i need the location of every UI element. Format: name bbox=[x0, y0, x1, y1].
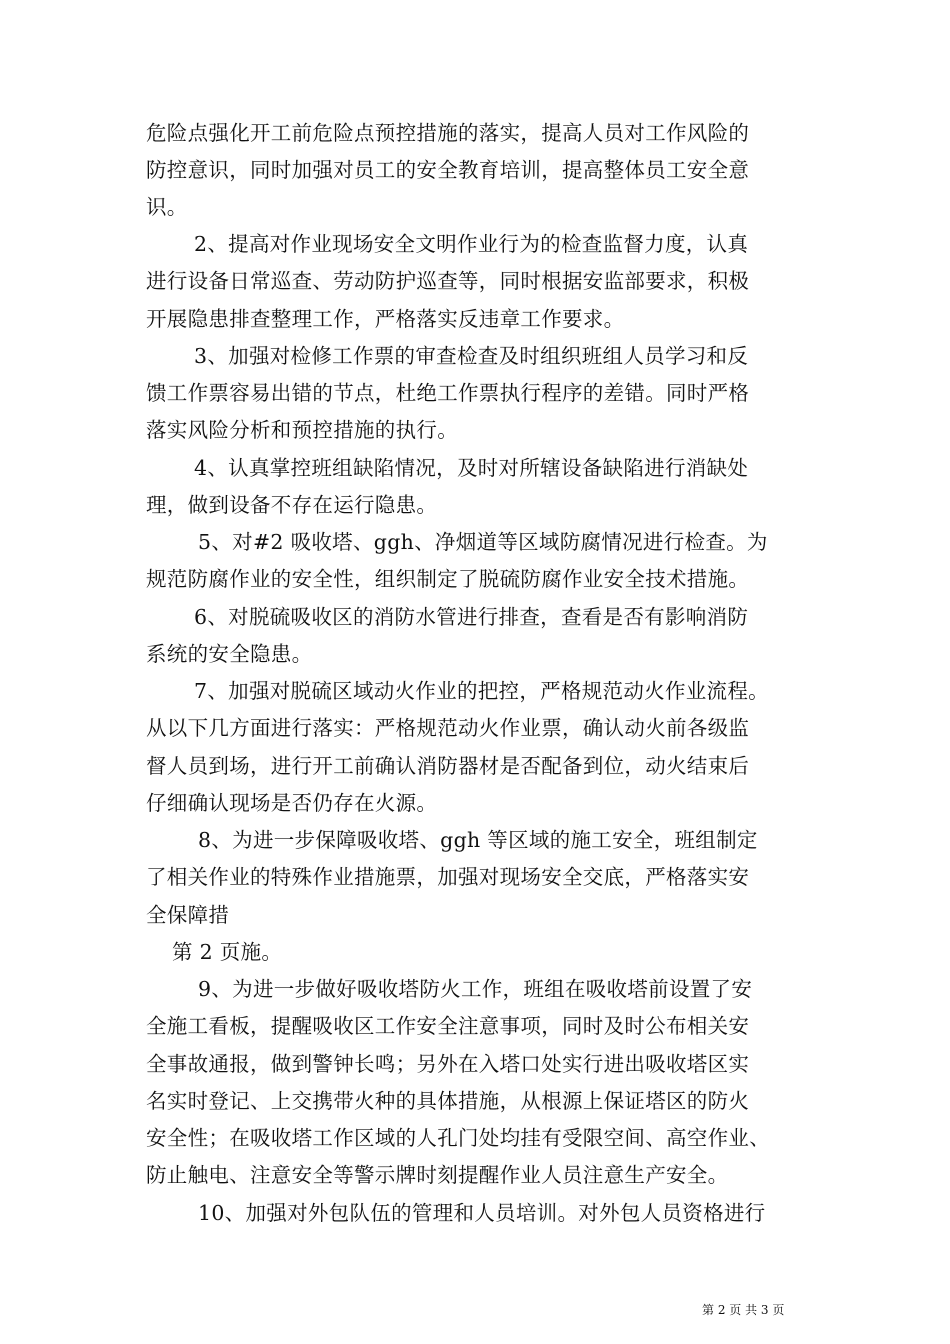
text-line-11: 理，做到设备不存在运行隐患。 bbox=[146, 493, 438, 517]
text-line-8: 馈工作票容易出错的节点，杜绝工作票执行程序的差错。同时严格 bbox=[146, 381, 750, 405]
text-line-1: 危险点强化开工前危险点预控措施的落实，提高人员对工作风险的 bbox=[146, 121, 750, 145]
text-line-13: 规范防腐作业的安全性，组织制定了脱硫防腐作业安全技术措施。 bbox=[146, 567, 750, 591]
text-line-28: 安全性；在吸收塔工作区域的人孔门处均挂有受限空间、高空作业、 bbox=[146, 1126, 770, 1150]
text-line-24: 9、为进一步做好吸收塔防火工作，班组在吸收塔前设置了安 bbox=[198, 977, 753, 1001]
text-line-12: 5、对#2 吸收塔、ggh、净烟道等区域防腐情况进行检查。为 bbox=[198, 530, 768, 554]
page-number-footer: 第 2 页 共 3 页 bbox=[702, 1303, 785, 1317]
text-line-26: 全事故通报，做到警钟长鸣；另外在入塔口处实行进出吸收塔区实 bbox=[146, 1052, 750, 1076]
text-line-19: 仔细确认现场是否仍存在火源。 bbox=[146, 791, 438, 815]
text-line-29: 防止触电、注意安全等警示牌时刻提醒作业人员注意生产安全。 bbox=[146, 1163, 729, 1187]
text-line-16: 7、加强对脱硫区域动火作业的把控，严格规范动火作业流程。 bbox=[194, 679, 769, 703]
text-line-30: 10、加强对外包队伍的管理和人员培训。对外包人员资格进行 bbox=[198, 1201, 766, 1225]
text-line-18: 督人员到场，进行开工前确认消防器材是否配备到位，动火结束后 bbox=[146, 754, 750, 778]
text-line-4: 2、提高对作业现场安全文明作业行为的检查监督力度，认真 bbox=[194, 232, 749, 256]
text-line-21: 了相关作业的特殊作业措施票，加强对现场安全交底，严格落实安 bbox=[146, 865, 750, 889]
text-line-17: 从以下几方面进行落实：严格规范动火作业票，确认动火前各级监 bbox=[146, 716, 750, 740]
text-line-15: 系统的安全隐患。 bbox=[146, 642, 313, 666]
text-line-7: 3、加强对检修工作票的审查检查及时组织班组人员学习和反 bbox=[194, 344, 749, 368]
text-line-6: 开展隐患排查整理工作，严格落实反违章工作要求。 bbox=[146, 307, 625, 331]
text-line-20: 8、为进一步保障吸收塔、ggh 等区域的施工安全，班组制定 bbox=[198, 828, 758, 852]
text-line-9: 落实风险分析和预控措施的执行。 bbox=[146, 418, 458, 442]
text-line-27: 名实时登记、上交携带火种的具体措施，从根源上保证塔区的防火 bbox=[146, 1089, 750, 1113]
text-line-14: 6、对脱硫吸收区的消防水管进行排查，查看是否有影响消防 bbox=[194, 605, 749, 629]
text-line-10: 4、认真掌控班组缺陷情况，及时对所辖设备缺陷进行消缺处 bbox=[194, 456, 749, 480]
text-line-23: 第 2 页施。 bbox=[172, 940, 283, 964]
text-line-5: 进行设备日常巡查、劳动防护巡查等，同时根据安监部要求，积极 bbox=[146, 269, 750, 293]
text-line-3: 识。 bbox=[146, 195, 188, 219]
text-line-22: 全保障措 bbox=[146, 903, 230, 927]
text-line-2: 防控意识，同时加强对员工的安全教育培训，提高整体员工安全意 bbox=[146, 158, 750, 182]
text-line-25: 全施工看板，提醒吸收区工作安全注意事项，同时及时公布相关安 bbox=[146, 1014, 750, 1038]
